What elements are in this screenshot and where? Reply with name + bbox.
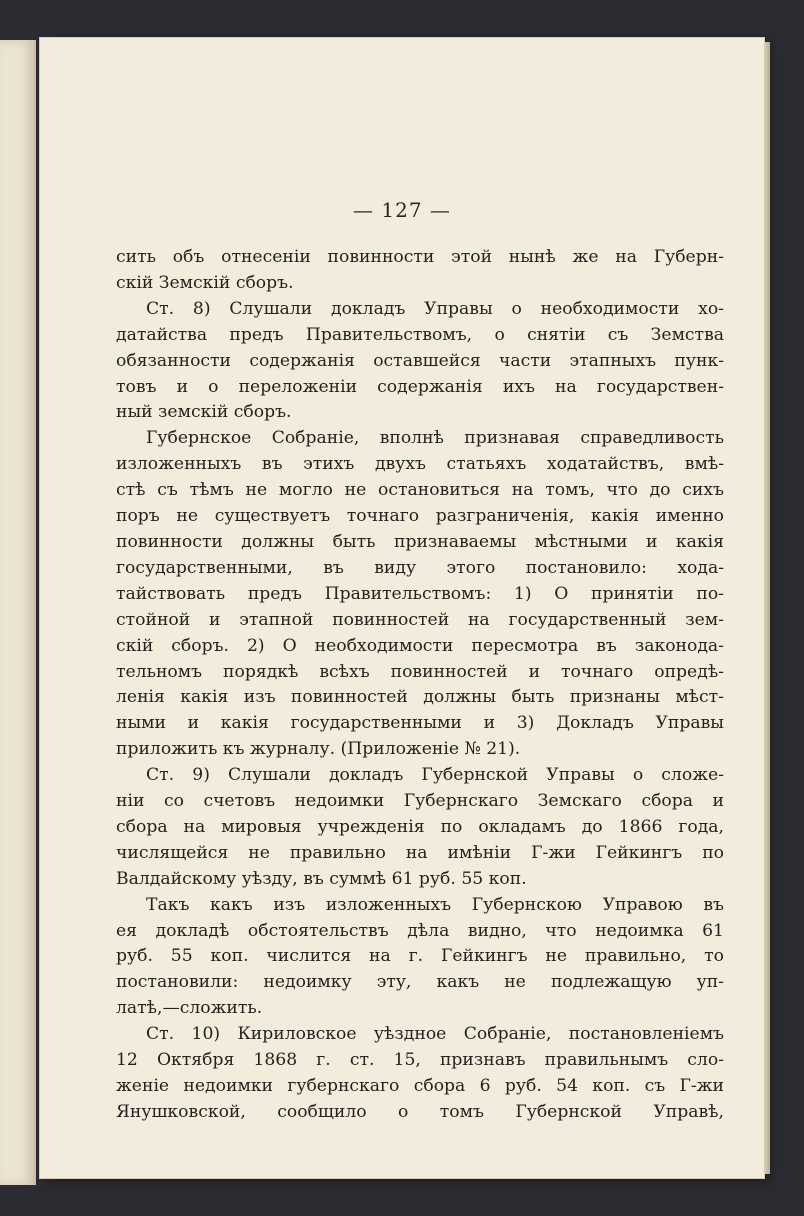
paragraph [116, 763, 724, 789]
text-line: Ст. 9) Слушали докладъ Губернской Управы о сложе- [146, 765, 724, 786]
paragraph [116, 504, 724, 530]
text-line: Янушковской, сообщило о томъ Губернской Управѣ, [116, 1101, 724, 1122]
text-line: тайствовать предъ Правительствомъ: 1) О принятіи по- [116, 583, 724, 604]
page-number: — 127 — [353, 198, 451, 222]
text-line: ніи со счетовъ недоимки Губернскаго Земскаго сбора и [116, 791, 724, 812]
paragraph [116, 245, 724, 271]
text-line: женіе недоимки губернскаго сбора 6 руб. 54 коп. съ Г-жи [116, 1076, 724, 1096]
paragraph [116, 582, 724, 608]
paragraph [116, 478, 724, 504]
text-line: государственными, въ виду этого постановило: хода- [116, 557, 724, 578]
text-line: Губернское Собраніе, вполнѣ признавая справедливость [146, 428, 724, 449]
text-line: Такъ какъ изъ изложенныхъ Губернскою Управою въ [146, 894, 724, 915]
paragraph [116, 996, 724, 1022]
text-line: постановили: недоимку эту, какъ не подлежащую уп- [116, 972, 724, 993]
paragraph [116, 789, 724, 815]
text-line: обязанности содержанія оставшейся части этапныхъ пунк- [116, 350, 724, 371]
text-line: сбора на мировыя учрежденія по окладамъ до 1866 года, [116, 816, 724, 837]
paragraph [116, 634, 724, 660]
text-line: числящейся не правильно на имѣніи Г-жи Гейкингъ по [116, 842, 724, 863]
paragraph [116, 660, 724, 686]
paragraph [116, 815, 724, 841]
text-line: повинности должны быть признаваемы мѣстными и какія [116, 531, 724, 552]
text-line: Ст. 10) Кириловское уѣздное Собраніе, постановленіемъ [146, 1024, 724, 1045]
text-line: приложить къ журналу. (Приложеніе № 21). [116, 739, 521, 760]
paragraph [116, 1022, 724, 1048]
text-line: 12 Октября 1868 г. ст. 15, признавъ правильнымъ сло- [116, 1050, 724, 1071]
paragraph [116, 608, 724, 634]
text-line: ея докладѣ обстоятельствъ дѣла видно, что недоимка 61 [116, 920, 724, 941]
page-edge [764, 42, 770, 1174]
text-line: Ст. 8) Слушали докладъ Управы о необходимости хо- [146, 298, 724, 319]
paragraph [116, 349, 724, 375]
text-line: Валдайскому уѣзду, въ суммѣ 61 руб. 55 коп. [116, 868, 527, 889]
paragraph [116, 970, 724, 996]
text-line: руб. 55 коп. числится на г. Гейкингъ не правильно, то [116, 946, 724, 967]
paragraph [116, 893, 724, 919]
text-line: скій сборъ. 2) О необходимости пересмотра въ законода- [116, 635, 724, 656]
text-line: латѣ,—сложить. [116, 998, 263, 1019]
paragraph [116, 297, 724, 323]
paragraph [116, 400, 724, 426]
paragraph [116, 452, 724, 478]
paragraph [116, 867, 724, 893]
paragraph [116, 944, 724, 970]
paragraph [116, 556, 724, 582]
paragraph [116, 919, 724, 945]
text-line: стѣ съ тѣмъ не могло не остановиться на томъ, что до сихъ [116, 480, 724, 501]
paragraph [116, 711, 724, 737]
text-line: стойной и этапной повинностей на государственный зем- [116, 609, 724, 630]
paragraph [116, 737, 724, 763]
paragraph [116, 841, 724, 867]
paragraph [116, 426, 724, 452]
previous-page-edge [0, 40, 36, 1185]
paragraph [116, 323, 724, 349]
paragraph [116, 685, 724, 711]
text-line: тельномъ порядкѣ всѣхъ повинностей и точнаго опредѣ- [116, 661, 724, 682]
page-text [116, 245, 724, 1126]
text-line: товъ и о переложеніи содержанія ихъ на государствен- [116, 376, 724, 397]
text-line: ными и какія государственными и 3) Докладъ Управы [116, 713, 724, 734]
paragraph [116, 271, 724, 297]
paragraph [116, 1100, 724, 1126]
text-line: датайства предъ Правительствомъ, о снятіи съ Земства [116, 324, 724, 345]
paragraph [116, 1074, 724, 1100]
paragraph [116, 530, 724, 556]
text-line: ленія какія изъ повинностей должны быть признаны мѣст- [116, 687, 724, 708]
paragraph [116, 1048, 724, 1074]
text-line: изложенныхъ въ этихъ двухъ статьяхъ ходатайствъ, вмѣ- [116, 454, 724, 475]
text-line: скій Земскій сборъ. [116, 272, 294, 293]
text-line: поръ не существуетъ точнаго разграниченія, какія именно [116, 506, 724, 527]
paragraph [116, 375, 724, 401]
text-line: ный земскій сборъ. [116, 402, 292, 423]
book-page [40, 38, 764, 1178]
text-line: сить объ отнесеніи повинности этой нынѣ же на Губерн- [116, 247, 724, 267]
